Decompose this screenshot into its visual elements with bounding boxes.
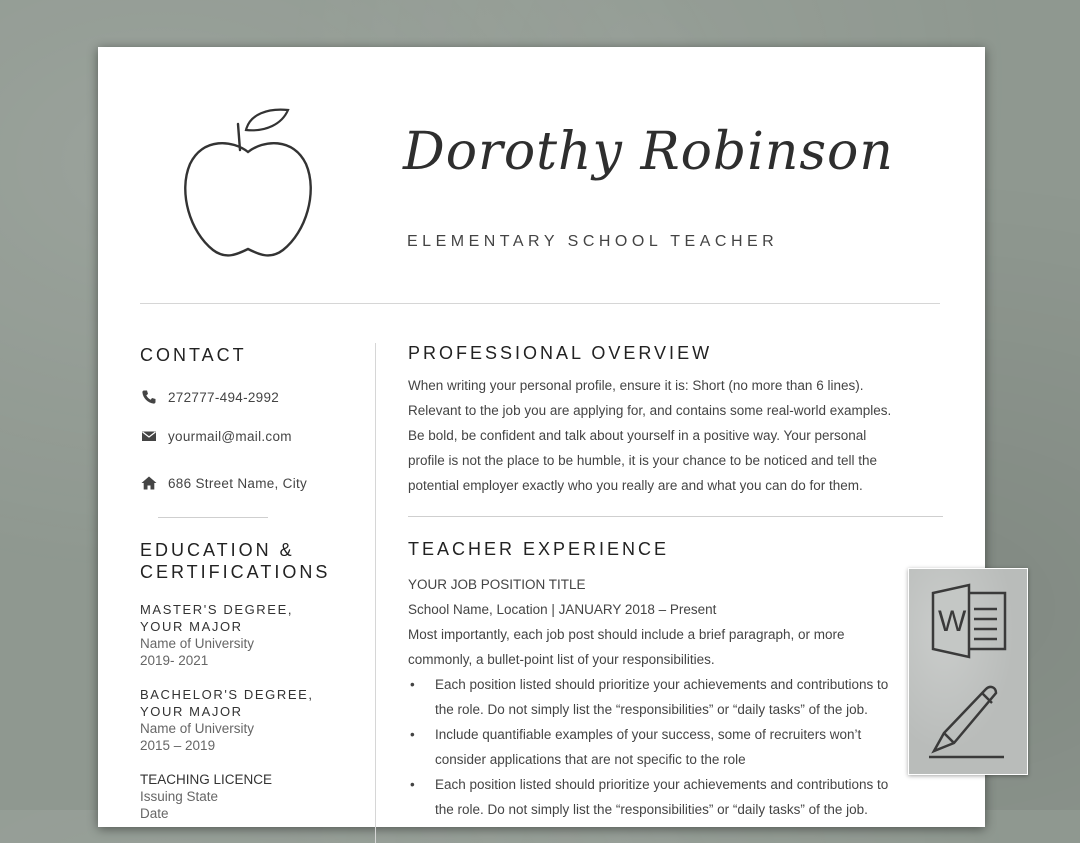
degree-title: BACHELOR'S DEGREE, — [140, 687, 314, 702]
education-section — [140, 539, 365, 822]
licence-title: TEACHING LICENCE — [140, 772, 273, 787]
job-intro-line: Most importantly, each job post should include a brief paragraph, or more — [408, 627, 845, 642]
overview-line: Relevant to the job you are applying for, and contains some real-world examples. — [408, 403, 892, 418]
contact-heading: CONTACT — [140, 345, 247, 365]
overview-heading: PROFESSIONAL OVERVIEW — [408, 343, 713, 363]
contact-address — [140, 475, 307, 491]
job-intro-line: commonly, a bullet-point list of your responsibilities. — [408, 652, 715, 667]
licence-entry — [140, 771, 365, 822]
overview-divider — [408, 516, 943, 517]
degree-years: 2019- 2021 — [140, 653, 209, 668]
overview-line: Be bold, be confident and talk about yourself in a positive way. Your personal — [408, 428, 867, 443]
contact-phone — [140, 389, 279, 405]
word-icon — [929, 579, 1009, 659]
bullet-line: the role. Do not simply list the “responsibilities” or “daily tasks” of the job. — [435, 702, 868, 717]
bullet-line: consider applications that are not specific to the role — [435, 752, 746, 767]
degree-school: Name of University — [140, 636, 255, 651]
licence-date: Date — [140, 806, 169, 821]
contact-divider — [158, 517, 268, 518]
experience-body — [408, 572, 943, 822]
education-heading-line1: EDUCATION & — [140, 540, 295, 560]
experience-section — [408, 538, 943, 822]
header-divider — [140, 303, 940, 304]
degree-school: Name of University — [140, 721, 255, 736]
job-school-line: School Name, Location | JANUARY 2018 – Present — [408, 602, 717, 617]
bullet: • — [410, 677, 415, 692]
candidate-name: Dorothy Robinson — [403, 122, 894, 182]
contact-email — [140, 428, 292, 444]
overview-line: profile is not the place to be humble, it is your chance to be noticed and tell the — [408, 453, 878, 468]
list-item — [408, 672, 943, 722]
bullet-line: Each position listed should prioritize your achievements and contributions to — [435, 777, 889, 792]
address-text: 686 Street Name, City — [168, 475, 308, 491]
email-text: yourmail@mail.com — [168, 428, 292, 444]
apple-icon — [178, 102, 318, 262]
left-column — [140, 344, 365, 821]
job-position: YOUR JOB POSITION TITLE — [408, 577, 586, 592]
degree-title: MASTER'S DEGREE, — [140, 602, 294, 617]
resume-page — [98, 47, 985, 827]
home-icon — [140, 475, 158, 491]
list-item — [408, 722, 943, 772]
job-title: ELEMENTARY SCHOOL TEACHER — [407, 233, 779, 250]
word-letter: W — [938, 605, 967, 638]
overview-line: potential employer exactly who you really are and what you can do for them. — [408, 478, 863, 493]
experience-heading: TEACHER EXPERIENCE — [408, 539, 670, 559]
bullet-line: Include quantifiable examples of your success, some of recruiters won’t — [435, 727, 862, 742]
degree-major: YOUR MAJOR — [140, 704, 243, 719]
bullet: • — [410, 777, 415, 792]
degree-entry — [140, 601, 365, 669]
right-column — [408, 342, 943, 817]
licence-state: Issuing State — [140, 789, 219, 804]
overview-line: When writing your personal profile, ensure it is: Short (no more than 6 lines). — [408, 378, 864, 393]
bullet-line: Each position listed should prioritize your achievements and contributions to — [435, 677, 889, 692]
list-item — [408, 772, 943, 822]
format-badge — [908, 568, 1028, 775]
degree-years: 2015 – 2019 — [140, 738, 216, 753]
phone-icon — [140, 389, 158, 405]
column-divider — [375, 343, 376, 843]
education-heading-line2: CERTIFICATIONS — [140, 562, 331, 582]
bullet-line: the role. Do not simply list the “responsibilities” or “daily tasks” of the job. — [435, 802, 868, 817]
phone-text: 272777-494-2992 — [168, 389, 280, 405]
bullet: • — [410, 727, 415, 742]
pen-icon — [924, 681, 1014, 761]
degree-major: YOUR MAJOR — [140, 619, 243, 634]
degree-entry — [140, 686, 365, 754]
mail-icon — [140, 428, 158, 444]
overview-paragraph — [408, 373, 943, 498]
